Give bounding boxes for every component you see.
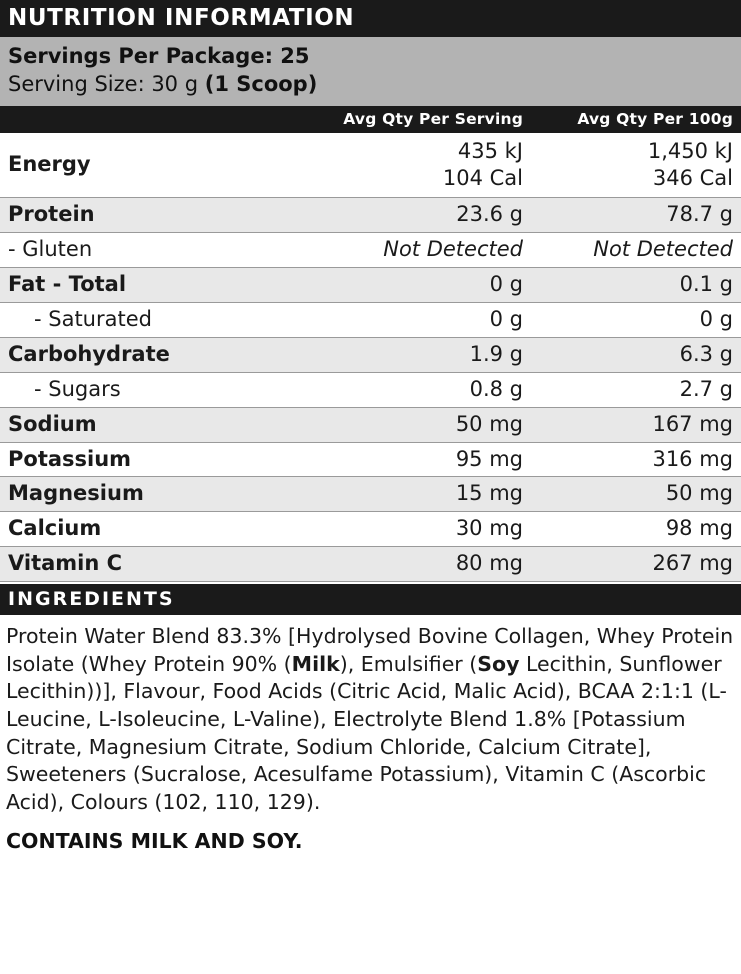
table-row <box>0 303 741 338</box>
table-row <box>0 133 741 198</box>
column-header-per-100g: Avg Qty Per 100g <box>531 106 741 133</box>
row-label-text: - Saturated <box>34 307 152 332</box>
row-value-per-100g: 50 mg <box>531 477 741 512</box>
row-value-per-serving: 435 kJ 104 Cal <box>321 133 531 198</box>
row-value-per-100g: 316 mg <box>531 442 741 477</box>
row-label-text: - Sugars <box>34 376 121 401</box>
row-label-text: Carbohydrate <box>8 341 170 366</box>
serving-size <box>8 70 733 98</box>
nutrition-table <box>0 106 741 582</box>
row-label <box>0 442 321 477</box>
column-header-nutrient <box>0 106 321 133</box>
row-label-text: Magnesium <box>8 481 144 506</box>
nutrition-table-body <box>0 133 741 582</box>
row-value-per-100g: 0 g <box>531 303 741 338</box>
row-value-per-serving: Not Detected <box>321 233 531 268</box>
row-label <box>0 477 321 512</box>
row-label <box>0 198 321 233</box>
row-label-text: Calcium <box>8 516 102 541</box>
table-row <box>0 268 741 303</box>
table-row <box>0 512 741 547</box>
table-row <box>0 442 741 477</box>
row-label <box>0 512 321 547</box>
row-value-per-100g: 2.7 g <box>531 372 741 407</box>
row-value-per-100g: 167 mg <box>531 407 741 442</box>
row-value-per-100g: 0.1 g <box>531 268 741 303</box>
row-label-text: Vitamin C <box>8 551 123 576</box>
serving-info-block <box>0 37 741 106</box>
row-value-per-100g: 267 mg <box>531 547 741 582</box>
row-label-text: Fat - Total <box>8 272 127 297</box>
row-value-per-serving: 80 mg <box>321 547 531 582</box>
ingredients-heading: INGREDIENTS <box>0 584 741 615</box>
table-row <box>0 477 741 512</box>
row-value-per-serving: 95 mg <box>321 442 531 477</box>
row-value-per-100g: 6.3 g <box>531 337 741 372</box>
table-row <box>0 547 741 582</box>
row-label <box>0 233 321 268</box>
row-value-per-serving: 0 g <box>321 268 531 303</box>
row-label-text: - Gluten <box>8 237 93 262</box>
row-value-per-serving: 0 g <box>321 303 531 338</box>
row-value-per-serving: 23.6 g <box>321 198 531 233</box>
table-row <box>0 407 741 442</box>
allergen-statement: CONTAINS MILK AND SOY. <box>6 828 303 853</box>
row-value-per-serving: 15 mg <box>321 477 531 512</box>
row-value-per-serving: 30 mg <box>321 512 531 547</box>
row-label <box>0 268 321 303</box>
row-value-per-100g: 1,450 kJ 346 Cal <box>531 133 741 198</box>
row-label <box>0 547 321 582</box>
row-value-per-100g: Not Detected <box>531 233 741 268</box>
row-label <box>0 133 321 198</box>
row-value-per-100g: 78.7 g <box>531 198 741 233</box>
row-label-text: Sodium <box>8 411 97 436</box>
serving-size-scoop: (1 Scoop) <box>204 72 318 97</box>
row-label-text: Potassium <box>8 446 132 471</box>
table-header-row <box>0 106 741 133</box>
row-value-per-serving: 50 mg <box>321 407 531 442</box>
row-value-per-100g: 98 mg <box>531 512 741 547</box>
row-value-per-serving: 0.8 g <box>321 372 531 407</box>
servings-per-package: Servings Per Package: 25 <box>8 44 310 68</box>
row-label-text: Protein <box>8 202 95 227</box>
row-label <box>0 372 321 407</box>
ingredients-text: Protein Water Blend 83.3% [Hydrolysed Bovine Collagen, Whey Protein Isolate (Whey Protein 90% (Milk), Emulsifier (Soy Lecithin, Sunflower Lecithin))], Flavour, Food Acids (Citric Acid, Malic Acid), BCAA 2:1:1 (L-Leucine, L-Isoleucine, L-Valine), Electrolyte Blend 1.8% [Potassium Citrate, Magnesium Citrate, Sodium Chloride, Calcium Citrate], Sweeteners (Sucralose, Acesulfame Potassium), Vitamin C (Ascorbic Acid), Colours (102, 110, 129). <box>6 624 734 815</box>
table-row <box>0 198 741 233</box>
row-label <box>0 337 321 372</box>
table-row <box>0 372 741 407</box>
serving-size-text: Serving Size: 30 g <box>8 72 205 97</box>
row-label-text: Energy <box>8 152 91 177</box>
table-row <box>0 337 741 372</box>
table-row <box>0 233 741 268</box>
row-label <box>0 407 321 442</box>
row-label <box>0 303 321 338</box>
column-header-per-serving: Avg Qty Per Serving <box>321 106 531 133</box>
row-value-per-serving: 1.9 g <box>321 337 531 372</box>
nutrition-information-title: NUTRITION INFORMATION <box>0 0 741 37</box>
